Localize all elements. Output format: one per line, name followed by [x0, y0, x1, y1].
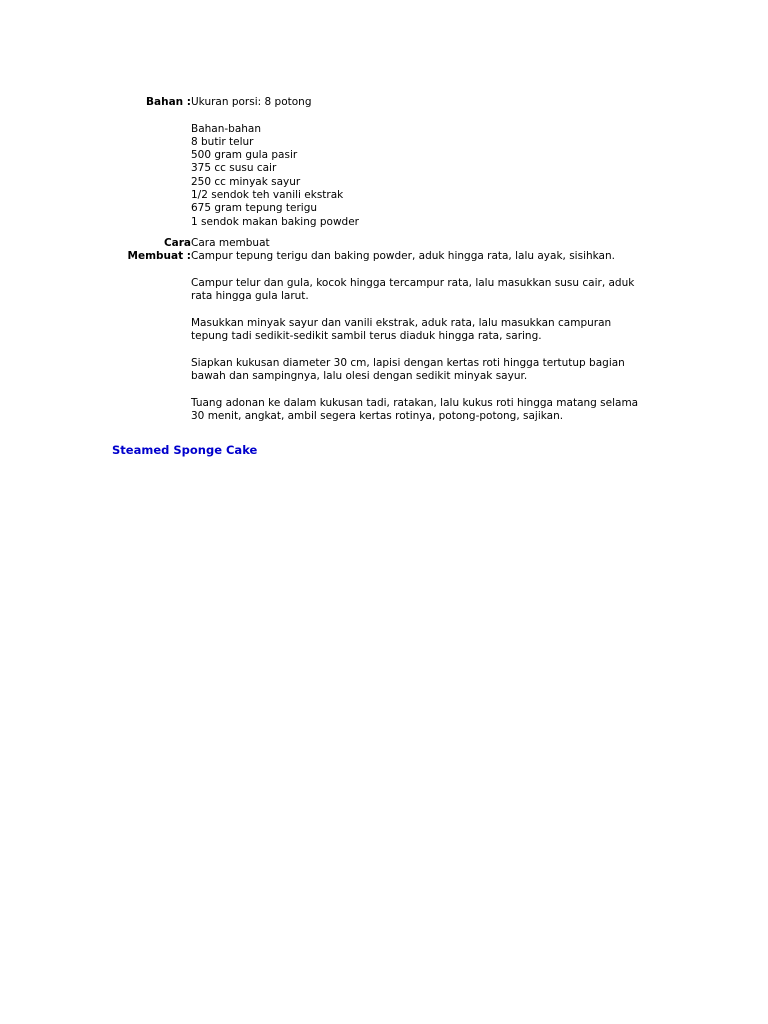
- method-step: Tuang adonan ke dalam kukusan tadi, ratakan, lalu kukus roti hingga matang selama 30 menit, angkat, ambil segera kertas rotinya, potong-potong, sajikan.: [191, 396, 639, 422]
- ingredient-item: 500 gram gula pasir: [191, 149, 298, 162]
- ingredient-item: 675 gram tepung terigu: [191, 202, 318, 215]
- method-label: [108, 237, 191, 423]
- ingredient-item: 250 cc minyak sayur: [191, 175, 301, 188]
- method-row: [108, 237, 651, 423]
- ingredient-item: 1 sendok makan baking powder: [191, 215, 359, 228]
- method-step: Siapkan kukusan diameter 30 cm, lapisi dengan kertas roti hingga tertutup bagian bawah dan sampingnya, lalu olesi dengan sedikit minyak sayur.: [191, 356, 625, 382]
- method-step: Campur telur dan gula, kocok hingga tercampur rata, lalu masukkan susu cair, aduk rata hingga gula larut.: [191, 276, 635, 303]
- ingredient-item: 8 butir telur: [191, 135, 254, 148]
- ingredient-item: 1/2 sendok teh vanili ekstrak: [191, 189, 344, 202]
- recipe-table: [108, 96, 651, 423]
- next-recipe-link[interactable]: Steamed Sponge Cake: [112, 443, 258, 457]
- method-label-line2: Membuat :: [127, 250, 191, 263]
- ingredients-content: [191, 96, 651, 237]
- ingredient-item: 375 cc susu cair: [191, 162, 277, 175]
- method-content: [191, 237, 651, 423]
- ingredients-heading: Bahan-bahan: [191, 122, 262, 135]
- ingredients-label: Bahan :: [146, 96, 191, 108]
- ingredients-row: [108, 96, 651, 237]
- serving-size: Ukuran porsi: 8 potong: [191, 96, 312, 108]
- method-step: Masukkan minyak sayur dan vanili ekstrak, aduk rata, lalu masukkan campuran tepung tadi sedikit-sedikit sambil terus diaduk hingga rata, saring.: [191, 316, 612, 343]
- method-heading: Cara membuat: [191, 236, 270, 249]
- method-step: Campur tepung terigu dan baking powder, aduk hingga rata, lalu ayak, sisihkan.: [191, 250, 615, 263]
- spacer: [191, 109, 651, 122]
- method-label-line1: Cara: [163, 236, 191, 249]
